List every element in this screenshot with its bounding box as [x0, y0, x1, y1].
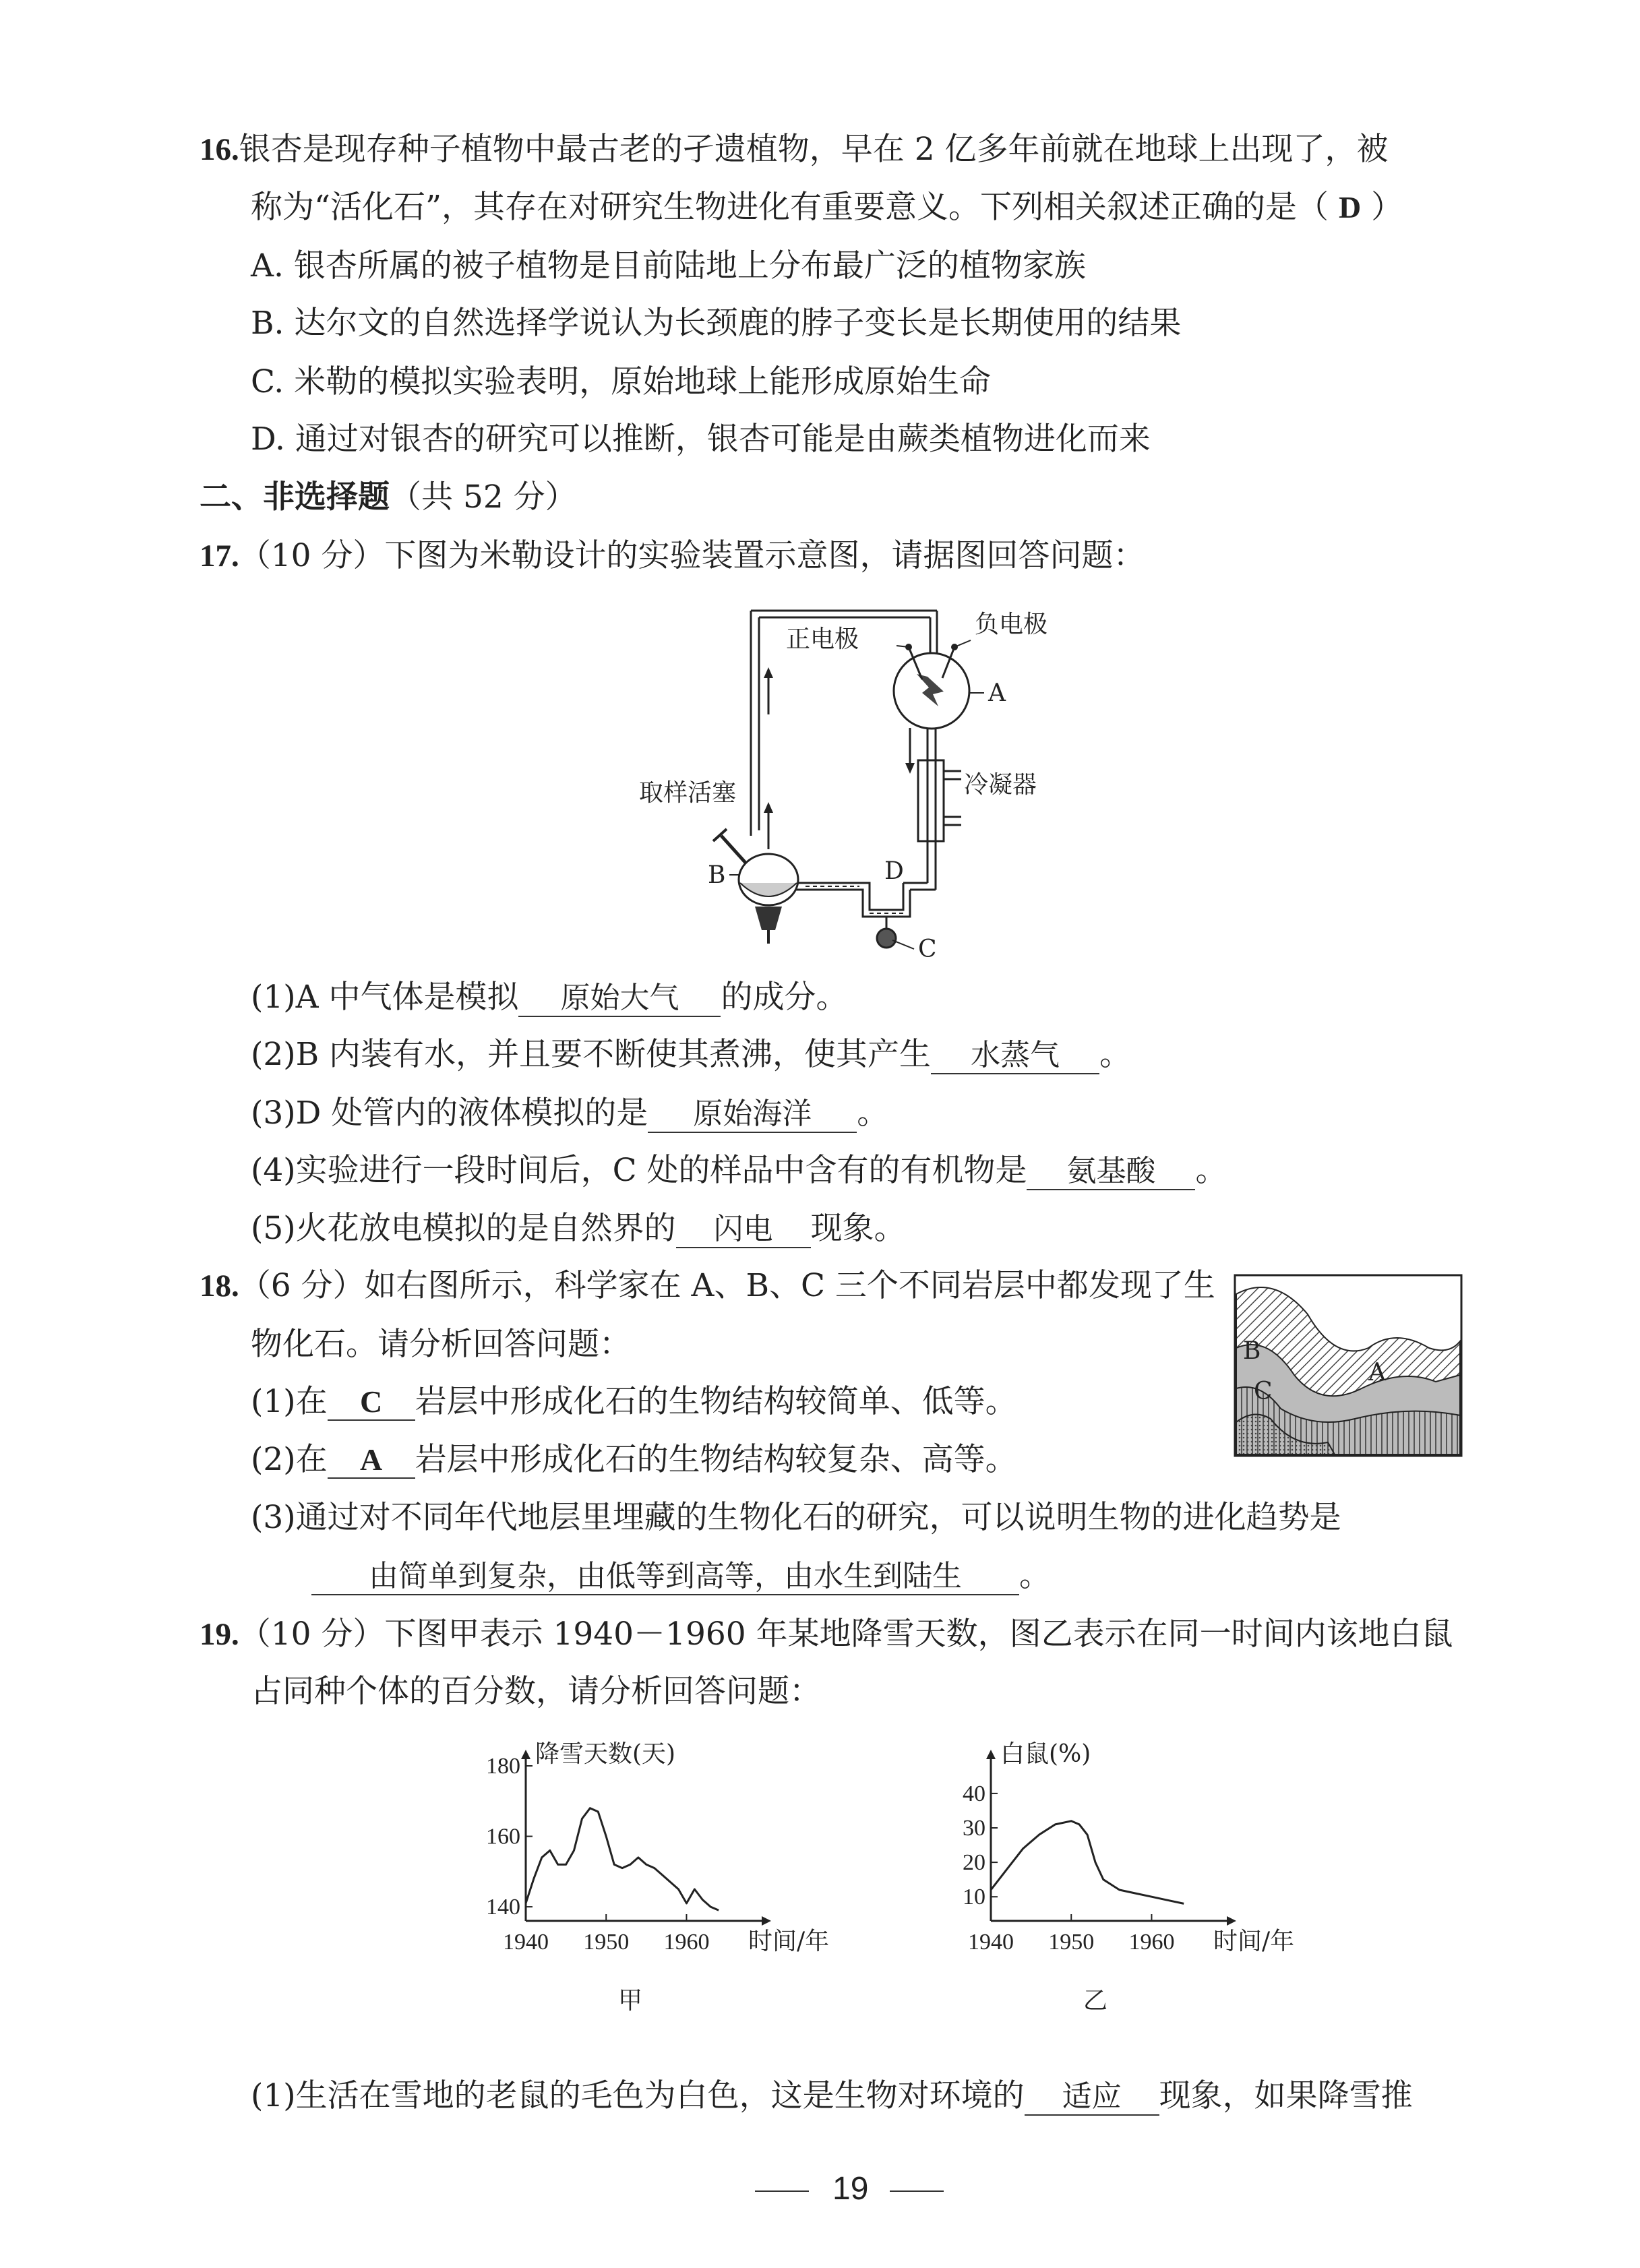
q16-option-d: D. 通过对银杏的研究可以推断，银杏可能是由蕨类植物进化而来 [251, 421, 1151, 458]
q16-stem-text2: 称为“活化石”，其存在对研究生物进化有重要意义。下列相关叙述正确的是（ [251, 189, 1339, 226]
y-tick-label: 20 [963, 1850, 985, 1876]
q19-part1-end: 现象，如果降雪推 [1159, 2077, 1413, 2114]
q17-answer3: 原始海洋 [648, 1097, 857, 1133]
label-b: B [708, 861, 726, 889]
q17-part1-text: (1)A 中气体是模拟 [251, 979, 519, 1016]
section2-heading [200, 477, 577, 518]
q18-answer2: A [328, 1442, 415, 1479]
q18-part3: (3)通过对不同年代地层里埋藏的生物化石的研究，可以说明生物的进化趋势是 [251, 1499, 1341, 1536]
y-axis-arrow [521, 1750, 530, 1759]
y-axis-label: 降雪天数(天) [535, 1740, 676, 1768]
q19-answer1: 适应 [1025, 2079, 1159, 2116]
q16-answer: D [1339, 190, 1362, 224]
y-tick-label: 140 [486, 1895, 520, 1920]
q17-part3 [251, 1093, 888, 1134]
miller-apparatus-diagram [627, 593, 1048, 963]
q18-part1-text: (1)在 [251, 1383, 328, 1420]
x-axis-label: 时间/年 [748, 1928, 830, 1955]
rock-label-c: C [1254, 1378, 1273, 1405]
burner-icon [755, 907, 782, 930]
x-tick-label: 1960 [1128, 1930, 1175, 1955]
label-a: A [988, 679, 1006, 707]
flask-b [739, 854, 798, 905]
q16-number: 16. [200, 132, 239, 167]
condenser [918, 760, 944, 841]
q18-stem-text1: （6 分）如右图所示，科学家在 A、B、C 三个不同岩层中都发现了生 [239, 1267, 1215, 1304]
x-axis-arrow [1227, 1916, 1236, 1926]
q18-answer3: 由简单到复杂，由低等到高等，由水生到陆生 [311, 1559, 1019, 1595]
q16-stem-line1 [200, 129, 1389, 170]
q18-number: 18. [200, 1268, 239, 1304]
q17-part4 [251, 1151, 1227, 1191]
q19-part1-text: (1)生活在雪地的老鼠的毛色为白色，这是生物对环境的 [251, 2077, 1025, 2114]
y-tick-label: 30 [963, 1816, 985, 1841]
q18-part1 [251, 1382, 1017, 1422]
rock-label-b: B [1243, 1337, 1261, 1365]
q18-answer1: C [328, 1384, 415, 1421]
chart-caption: 甲 [617, 1987, 643, 2015]
white-mouse-chart [930, 1739, 1308, 2022]
x-tick-label: 1960 [663, 1930, 710, 1955]
x-tick-label: 1940 [968, 1930, 1014, 1955]
q17-answer1: 原始大气 [518, 981, 721, 1017]
q17-part3-end: 。 [857, 1095, 889, 1132]
label-condenser: 冷凝器 [964, 771, 1037, 799]
q18-stem-line1 [200, 1266, 1215, 1306]
q16-stem-close: ） [1361, 189, 1403, 226]
q17-part1 [251, 977, 847, 1018]
section2-title: 二、非选择题 [200, 479, 390, 516]
x-tick-label: 1950 [583, 1930, 630, 1955]
page-number: 19 [832, 2171, 869, 2207]
x-tick-label: 1950 [1048, 1930, 1095, 1955]
q18-part2-end: 岩层中形成化石的生物结构较复杂、高等。 [415, 1441, 1017, 1478]
flask-c [877, 929, 896, 948]
series-line [991, 1821, 1184, 1904]
q17-stem-text: （10 分）下图为米勒设计的实验装置示意图，请据图回答问题： [239, 537, 1145, 574]
x-tick-label: 1940 [503, 1930, 549, 1955]
q18-part2 [251, 1440, 1017, 1480]
y-tick-label: 40 [963, 1781, 985, 1806]
page-number-rule-left [755, 2190, 809, 2192]
q18-part3-end: 。 [1019, 1557, 1051, 1594]
q17-answer5: 闪电 [676, 1212, 811, 1248]
q17-part5-end: 现象。 [810, 1210, 906, 1247]
label-d: D [884, 857, 904, 885]
q17-part4-end: 。 [1195, 1152, 1227, 1189]
q16-option-a: A. 银杏所属的被子植物是目前陆地上分布最广泛的植物家族 [251, 247, 1086, 284]
q19-stem-line2: 占同种个体的百分数，请分析回答问题： [251, 1673, 821, 1710]
q18-part2-text: (2)在 [251, 1441, 328, 1478]
snowfall-chart [465, 1739, 843, 2022]
q18-stem-line2: 物化石。请分析回答问题： [251, 1326, 631, 1363]
q17-part5-text: (5)火花放电模拟的是自然界的 [251, 1210, 676, 1247]
label-c: C [918, 936, 937, 963]
q16-stem-line2 [251, 187, 1403, 228]
q19-stem-line1 [200, 1614, 1453, 1655]
label-positive-electrode: 正电极 [786, 625, 859, 653]
q17-part5 [251, 1208, 906, 1249]
q19-number: 19. [200, 1617, 239, 1652]
q16-option-c: C. 米勒的模拟实验表明，原始地球上能形成原始生命 [251, 363, 992, 400]
q17-number: 17. [200, 539, 239, 574]
q17-part2-end: 。 [1099, 1036, 1132, 1073]
y-axis-label: 白鼠(%) [1000, 1740, 1091, 1768]
x-axis-arrow [762, 1916, 771, 1926]
q16-stem-text1: 银杏是现存种子植物中最古老的孑遗植物，早在 2 亿多年前就在地球上出现了，被 [239, 131, 1389, 168]
q17-answer4: 氨基酸 [1027, 1154, 1195, 1190]
y-tick-label: 180 [486, 1754, 520, 1779]
q18-part3-answer-line [311, 1556, 1051, 1596]
q17-part4-text: (4)实验进行一段时间后，C 处的样品中含有的有机物是 [251, 1152, 1027, 1189]
label-negative-electrode: 负电极 [975, 611, 1048, 638]
section2-score: （共 52 分） [390, 479, 577, 516]
q17-stem [200, 536, 1145, 576]
x-axis-label: 时间/年 [1213, 1928, 1295, 1955]
q17-answer2: 水蒸气 [931, 1038, 1099, 1074]
rock-strata-figure [1234, 1274, 1463, 1457]
q17-part1-end: 的成分。 [721, 979, 848, 1016]
y-axis-arrow [986, 1750, 996, 1759]
q16-option-b: B. 达尔文的自然选择学说认为长颈鹿的脖子变长是长期使用的结果 [251, 305, 1182, 342]
q17-part3-text: (3)D 处管内的液体模拟的是 [251, 1095, 648, 1132]
series-line [526, 1808, 719, 1911]
q17-part2-text: (2)B 内装有水，并且要不断使其煮沸，使其产生 [251, 1036, 932, 1073]
y-tick-label: 160 [486, 1824, 520, 1849]
q19-stem-text1: （10 分）下图甲表示 1940－1960 年某地降雪天数，图乙表示在同一时间内该地白鼠 [239, 1616, 1453, 1653]
q17-part2 [251, 1035, 1131, 1075]
chart-caption: 乙 [1083, 1987, 1108, 2015]
q19-part1 [251, 2076, 1413, 2116]
page-number-rule-right [890, 2190, 944, 2192]
y-tick-label: 10 [963, 1884, 985, 1910]
label-sampling-valve: 取样活塞 [639, 779, 737, 807]
rock-label-a: A [1368, 1359, 1386, 1386]
q18-part1-end: 岩层中形成化石的生物结构较简单、低等。 [415, 1383, 1017, 1420]
